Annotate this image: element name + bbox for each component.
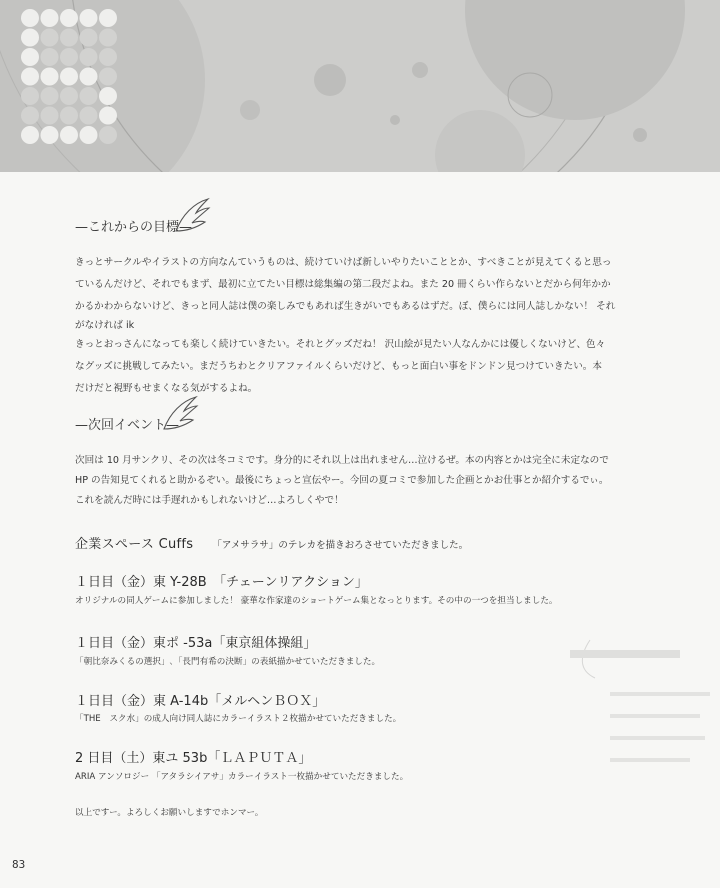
numeral-dot <box>60 9 78 27</box>
event-desc: ARIA アンソロジー 「アタラシイアサ」カラーイラスト一枚描かせていただきました。 <box>75 772 409 782</box>
numeral-dot <box>99 107 117 125</box>
numeral-dot <box>60 48 78 66</box>
numeral-dot <box>41 107 59 125</box>
numeral-dot <box>41 87 59 105</box>
numeral-dot <box>80 48 98 66</box>
numeral-dot <box>21 87 39 105</box>
event-title: １日目（金）東 A-14b「メルヘンＢＯＸ」 <box>75 694 326 709</box>
decorative-circles <box>0 0 720 172</box>
numeral-dot <box>60 107 78 125</box>
goals-line: ているんだけど、それでもまず、最初に立てたい目標は総集編の第二段だよね。また 20 冊くらい作らないとだから何年かか <box>75 279 611 290</box>
event-desc: 「THE スク水」の成人向け同人誌にカラーイラスト２枚描かせていただきました。 <box>75 714 402 724</box>
numeral-dot <box>21 126 39 144</box>
numeral-dot <box>99 68 117 86</box>
numeral-dot <box>80 87 98 105</box>
next-event-line: 次回は 10 月サンクリ、その次は冬コミです。身分的にそれ以上は出れません…泣けるぜ。本の内容とかは完全に未定なので <box>75 455 609 466</box>
goals-line: きっとサークルやイラストの方向なんていうものは、続けていけば新しいやりたいこととか、すべきことが見えてくると思っ <box>75 257 612 268</box>
event-desc: オリジナルの同人ゲームに参加しました！ 豪華な作家達のショートゲーム集となっとります。その中の一つを担当しました。 <box>75 596 558 606</box>
bleed-through-decoration <box>550 630 720 780</box>
goals-line: だけだと視野もせまくなる気がするよね。 <box>75 383 258 394</box>
numeral-dot <box>41 9 59 27</box>
numeral-dot <box>60 68 78 86</box>
numeral-dot <box>80 107 98 125</box>
next-event-line: これを読んだ時には手遅れかもしれないけど…よろしくやで！ <box>75 495 344 506</box>
numeral-dot <box>80 9 98 27</box>
numeral-dot <box>21 107 39 125</box>
closing-text: 以上ですー。よろしくお願いしますでホンマー。 <box>75 808 264 818</box>
numeral-dot <box>60 29 78 47</box>
numeral-dot <box>60 126 78 144</box>
goals-line: なグッズに挑戦してみたい。まだうちわとクリアファイルくらいだけど、もっと面白い事をドンドン見つけていきたい。本 <box>75 361 602 372</box>
goals-line: かるかわからないけど、きっと同人誌は僕の楽しみでもあれば生きがいでもあるはずだ。ぼ、僕らには同人誌しかない！ それ <box>75 301 616 312</box>
numeral-dot <box>99 126 117 144</box>
numeral-dot <box>80 126 98 144</box>
goals-text <box>75 252 645 400</box>
numeral-dot <box>80 68 98 86</box>
numeral-dot <box>99 48 117 66</box>
numeral-dot <box>99 9 117 27</box>
numeral-dot <box>21 9 39 27</box>
goals-line: きっとおっさんになっても楽しく続けていきたい。それとグッズだね！ 沢山絵が見たい人なんかには優しくないけど、色々 <box>75 339 606 350</box>
event-desc: 「アメサラサ」のテレカを描きおろさせていただきました。 <box>212 540 469 551</box>
numeral-dot <box>41 68 59 86</box>
event-item <box>75 533 468 552</box>
wing-icon <box>172 195 212 235</box>
event-desc: 「朝比奈みくるの選択」､「長門有希の決断」の表紙描かせていただきました。 <box>75 657 381 667</box>
event-title: １日目（金）東ポ -53a「東京組体操組」 <box>75 636 317 651</box>
event-title: 企業スペース Cuffs <box>75 537 194 552</box>
page-number: 83 <box>12 858 26 871</box>
numeral-dot <box>99 29 117 47</box>
next-event-line: HP の告知見てくれると助かるぞい。最後にちょっと宣伝やー。今回の夏コミで参加した企画とかお仕事とか紹介するでぃ。 <box>75 475 609 486</box>
numeral-dot <box>60 87 78 105</box>
event-title: １日目（金）東 Y-28B 「チェーンリアクション」 <box>75 575 368 590</box>
numeral-dot <box>41 126 59 144</box>
numeral-dot <box>41 48 59 66</box>
numeral-dot <box>41 29 59 47</box>
numeral-dot <box>21 48 39 66</box>
next-event-text <box>75 451 645 511</box>
event-title: 2 日目（土）東ユ 53b「ＬＡＰＵＴＡ」 <box>75 751 312 766</box>
goals-line: がなければ ik <box>75 320 135 331</box>
numeral-dot <box>99 87 117 105</box>
chapter-header-banner <box>0 0 720 172</box>
numeral-dot <box>21 29 39 47</box>
goals-heading: —これからの目標— <box>75 220 193 235</box>
numeral-dot <box>21 68 39 86</box>
wing-icon <box>160 393 200 433</box>
next-event-heading: —次回イベント— <box>75 418 180 433</box>
numeral-dot <box>80 29 98 47</box>
